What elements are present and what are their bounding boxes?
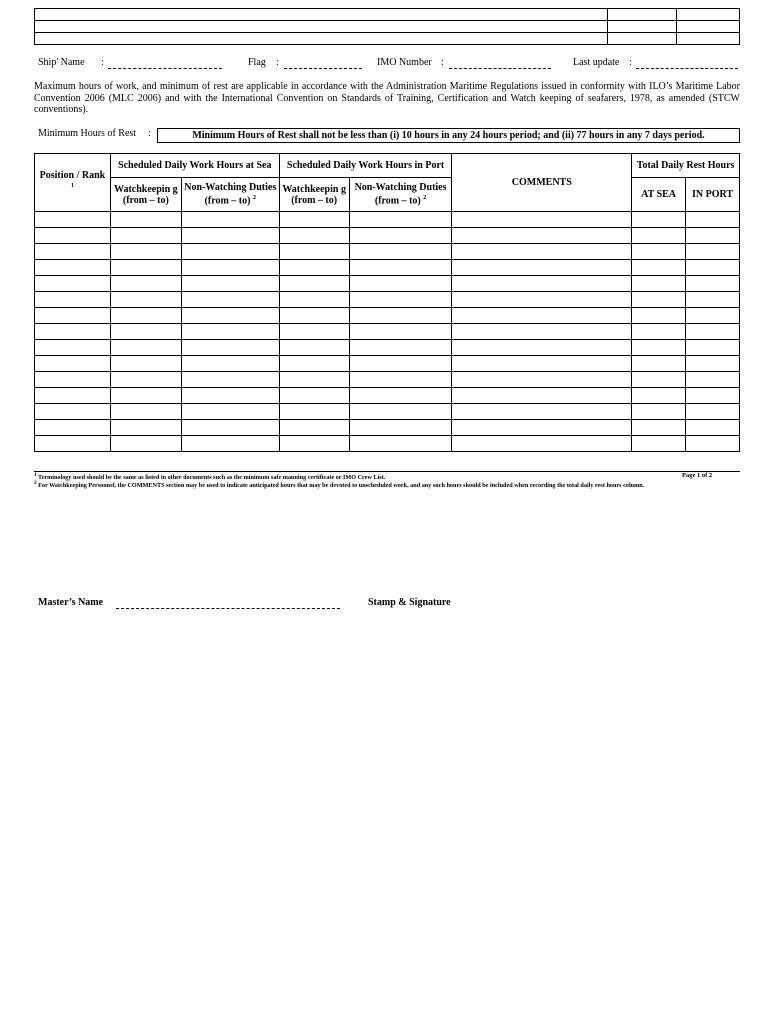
master-name-field[interactable] <box>116 608 340 609</box>
table-cell[interactable] <box>632 420 686 436</box>
footnote-ref-2: 2 <box>423 195 427 202</box>
footnote-2 <box>34 480 740 489</box>
table-cell[interactable] <box>279 228 349 244</box>
footnote-1-mark: 1 <box>34 472 37 478</box>
flag-colon: : <box>276 57 279 68</box>
table-cell[interactable] <box>110 388 181 404</box>
table-row <box>35 308 740 324</box>
table-cell[interactable] <box>110 276 181 292</box>
table-cell[interactable] <box>279 212 349 228</box>
last-update-colon: : <box>629 57 632 68</box>
table-cell[interactable] <box>181 292 279 308</box>
table-cell[interactable] <box>452 420 632 436</box>
footnote-2-text: For Watchkeeping Personnel, the COMMENTS section may be used to indicate anticipated hours that may be devoted to unscheduled work, and any such hours should be included when recording the total daily rest hours column. <box>38 482 645 490</box>
table-cell[interactable] <box>452 324 632 340</box>
ship-name-colon: : <box>101 57 104 68</box>
header-cell[interactable] <box>677 9 740 21</box>
header-cell[interactable] <box>677 33 740 45</box>
sea-watchkeeping-label: Watchkeepin g <box>114 183 178 195</box>
stamp-signature-label: Stamp & Signature <box>368 597 451 608</box>
header-table <box>34 8 740 45</box>
table-cell[interactable] <box>110 372 181 388</box>
in-port-header: IN PORT <box>686 178 740 212</box>
table-cell[interactable] <box>110 340 181 356</box>
table-cell[interactable] <box>686 356 740 372</box>
table-cell[interactable] <box>181 260 279 276</box>
table-cell[interactable] <box>349 228 452 244</box>
table-cell[interactable] <box>279 372 349 388</box>
table-cell[interactable] <box>35 292 111 308</box>
table-cell[interactable] <box>35 260 111 276</box>
table-cell[interactable] <box>181 404 279 420</box>
table-cell[interactable] <box>686 340 740 356</box>
header-cell[interactable] <box>35 21 608 33</box>
rest-hours-table <box>34 153 740 452</box>
header-cell[interactable] <box>608 9 677 21</box>
table-cell[interactable] <box>349 356 452 372</box>
sea-nonwatching-header <box>181 178 279 212</box>
table-cell[interactable] <box>452 276 632 292</box>
table-cell[interactable] <box>632 388 686 404</box>
table-row <box>35 372 740 388</box>
table-cell[interactable] <box>181 308 279 324</box>
table-row <box>35 436 740 452</box>
table-cell[interactable] <box>35 340 111 356</box>
table-cell[interactable] <box>279 308 349 324</box>
imo-label: IMO Number <box>377 57 432 68</box>
min-rest-colon: : <box>148 128 151 139</box>
table-cell[interactable] <box>35 388 111 404</box>
sea-watchkeeping-header <box>110 178 181 212</box>
footnote-ref-2: 2 <box>252 195 256 202</box>
port-nonwatching-range: (from – to) <box>374 195 421 207</box>
flag-field[interactable] <box>284 68 362 69</box>
total-rest-header: Total Daily Rest Hours <box>632 154 740 178</box>
port-watchkeeping-header <box>279 178 349 212</box>
page-number: Page 1 of 2 <box>682 472 713 479</box>
table-row <box>35 244 740 260</box>
ship-name-field[interactable] <box>108 68 222 69</box>
min-rest-label: Minimum Hours of Rest <box>38 128 137 139</box>
ship-name-label: Ship' Name <box>38 57 85 68</box>
table-cell[interactable] <box>181 244 279 260</box>
header-row <box>35 21 740 33</box>
table-cell[interactable] <box>279 260 349 276</box>
table-cell[interactable] <box>110 324 181 340</box>
table-cell[interactable] <box>452 372 632 388</box>
last-update-label: Last update <box>573 57 620 68</box>
table-cell[interactable] <box>181 420 279 436</box>
port-nonwatching-header <box>349 178 452 212</box>
table-cell[interactable] <box>35 372 111 388</box>
table-row <box>35 340 740 356</box>
table-cell[interactable] <box>110 356 181 372</box>
table-cell[interactable] <box>632 244 686 260</box>
flag-label: Flag <box>248 57 266 68</box>
footnote-2-mark: 2 <box>34 480 37 486</box>
table-cell[interactable] <box>349 340 452 356</box>
table-row <box>35 324 740 340</box>
table-cell[interactable] <box>632 308 686 324</box>
table-cell[interactable] <box>686 372 740 388</box>
table-cell[interactable] <box>35 244 111 260</box>
table-cell[interactable] <box>686 292 740 308</box>
table-cell[interactable] <box>452 388 632 404</box>
last-update-field[interactable] <box>636 68 738 69</box>
table-row <box>35 356 740 372</box>
table-cell[interactable] <box>452 244 632 260</box>
table-cell[interactable] <box>452 356 632 372</box>
table-cell[interactable] <box>35 276 111 292</box>
table-cell[interactable] <box>349 260 452 276</box>
footnote-1-text: Terminology used should be the same as listed in other documents such as the minimum safe manning certificate or IMO Crew List. <box>38 474 386 482</box>
table-cell[interactable] <box>349 276 452 292</box>
table-cell[interactable] <box>110 228 181 244</box>
table-cell[interactable] <box>686 260 740 276</box>
table-row <box>35 212 740 228</box>
table-cell[interactable] <box>632 276 686 292</box>
table-cell[interactable] <box>632 292 686 308</box>
table-cell[interactable] <box>349 308 452 324</box>
sea-nonwatching-range: (from – to) <box>204 195 251 207</box>
table-cell[interactable] <box>452 292 632 308</box>
table-row <box>35 388 740 404</box>
table-cell[interactable] <box>35 212 111 228</box>
table-cell[interactable] <box>349 404 452 420</box>
table-cell[interactable] <box>279 404 349 420</box>
at-sea-header: AT SEA <box>632 178 686 212</box>
table-cell[interactable] <box>279 420 349 436</box>
table-cell[interactable] <box>686 436 740 452</box>
table-cell[interactable] <box>110 244 181 260</box>
table-cell[interactable] <box>349 372 452 388</box>
table-cell[interactable] <box>686 388 740 404</box>
table-row <box>35 420 740 436</box>
table-cell[interactable] <box>279 292 349 308</box>
header-cell[interactable] <box>608 33 677 45</box>
table-row <box>35 276 740 292</box>
header-cell[interactable] <box>35 9 608 21</box>
table-cell[interactable] <box>349 212 452 228</box>
table-cell[interactable] <box>181 324 279 340</box>
header-cell[interactable] <box>35 33 608 45</box>
table-row <box>35 292 740 308</box>
port-watchkeeping-range: (from – to) <box>291 194 338 206</box>
position-rank-header <box>35 154 111 212</box>
table-cell[interactable] <box>110 260 181 276</box>
port-hours-header: Scheduled Daily Work Hours in Port <box>279 154 452 178</box>
table-cell[interactable] <box>181 228 279 244</box>
table-cell[interactable] <box>279 356 349 372</box>
table-cell[interactable] <box>452 308 632 324</box>
table-cell[interactable] <box>181 372 279 388</box>
header-cell[interactable] <box>677 21 740 33</box>
table-cell[interactable] <box>35 356 111 372</box>
sea-hours-header: Scheduled Daily Work Hours at Sea <box>110 154 279 178</box>
table-cell[interactable] <box>349 292 452 308</box>
table-cell[interactable] <box>279 324 349 340</box>
table-cell[interactable] <box>452 212 632 228</box>
position-rank-label: Position / Rank <box>39 170 106 182</box>
intro-paragraph: Maximum hours of work, and minimum of rest are applicable in accordance with the Administration Maritime Regulations issued in conformity with ILO’s Maritime Labor Convention 2006 (MLC 2006) and with the International Convention on Standards of Training, Certification and Watch keeping of seafarers, 1978, as amended (STCW conventions). <box>34 81 740 115</box>
header-row <box>35 9 740 21</box>
table-cell[interactable] <box>35 228 111 244</box>
table-cell[interactable] <box>349 324 452 340</box>
table-cell[interactable] <box>279 340 349 356</box>
table-cell[interactable] <box>181 276 279 292</box>
table-row <box>35 260 740 276</box>
table-cell[interactable] <box>181 436 279 452</box>
master-name-label: Master’s Name <box>38 597 104 608</box>
table-cell[interactable] <box>632 436 686 452</box>
table-cell[interactable] <box>181 356 279 372</box>
table-cell[interactable] <box>35 404 111 420</box>
footnote-ref-1: 1 <box>70 183 74 190</box>
table-cell[interactable] <box>452 260 632 276</box>
table-cell[interactable] <box>35 420 111 436</box>
table-body <box>35 212 740 452</box>
table-cell[interactable] <box>349 244 452 260</box>
table-cell[interactable] <box>452 340 632 356</box>
table-cell[interactable] <box>632 212 686 228</box>
port-nonwatching-label: Non-Watching Duties <box>354 182 447 194</box>
table-cell[interactable] <box>181 340 279 356</box>
table-cell[interactable] <box>181 212 279 228</box>
imo-field[interactable] <box>449 68 551 69</box>
table-cell[interactable] <box>686 324 740 340</box>
table-cell[interactable] <box>686 404 740 420</box>
min-rest-box: Minimum Hours of Rest shall not be less than (i) 10 hours in any 24 hours period; and (ii) 77 hours in any 7 days period. <box>157 128 740 143</box>
table-cell[interactable] <box>35 436 111 452</box>
table-cell[interactable] <box>632 260 686 276</box>
table-cell[interactable] <box>632 340 686 356</box>
header-row <box>35 33 740 45</box>
table-cell[interactable] <box>632 372 686 388</box>
imo-colon: : <box>441 57 444 68</box>
table-cell[interactable] <box>349 420 452 436</box>
table-cell[interactable] <box>279 436 349 452</box>
header-cell[interactable] <box>608 21 677 33</box>
table-cell[interactable] <box>686 244 740 260</box>
table-cell[interactable] <box>110 292 181 308</box>
table-cell[interactable] <box>686 212 740 228</box>
table-cell[interactable] <box>632 324 686 340</box>
table-cell[interactable] <box>279 244 349 260</box>
table-cell[interactable] <box>349 436 452 452</box>
port-watchkeeping-label: Watchkeepin g <box>282 183 346 195</box>
table-cell[interactable] <box>35 324 111 340</box>
comments-header: COMMENTS <box>452 154 632 212</box>
sea-watchkeeping-range: (from – to) <box>122 194 169 206</box>
table-cell[interactable] <box>279 276 349 292</box>
table-cell[interactable] <box>686 228 740 244</box>
table-cell[interactable] <box>686 308 740 324</box>
table-cell[interactable] <box>279 388 349 404</box>
table-cell[interactable] <box>632 404 686 420</box>
table-cell[interactable] <box>110 420 181 436</box>
table-cell[interactable] <box>686 276 740 292</box>
table-cell[interactable] <box>110 404 181 420</box>
table-row <box>35 404 740 420</box>
table-cell[interactable] <box>452 436 632 452</box>
table-cell[interactable] <box>452 404 632 420</box>
table-cell[interactable] <box>452 228 632 244</box>
table-cell[interactable] <box>110 212 181 228</box>
table-cell[interactable] <box>686 420 740 436</box>
table-row <box>35 228 740 244</box>
table-cell[interactable] <box>181 388 279 404</box>
table-cell[interactable] <box>110 436 181 452</box>
table-cell[interactable] <box>110 308 181 324</box>
table-cell[interactable] <box>632 228 686 244</box>
table-cell[interactable] <box>632 356 686 372</box>
table-cell[interactable] <box>349 388 452 404</box>
sea-nonwatching-label: Non-Watching Duties <box>184 182 277 194</box>
table-cell[interactable] <box>35 308 111 324</box>
